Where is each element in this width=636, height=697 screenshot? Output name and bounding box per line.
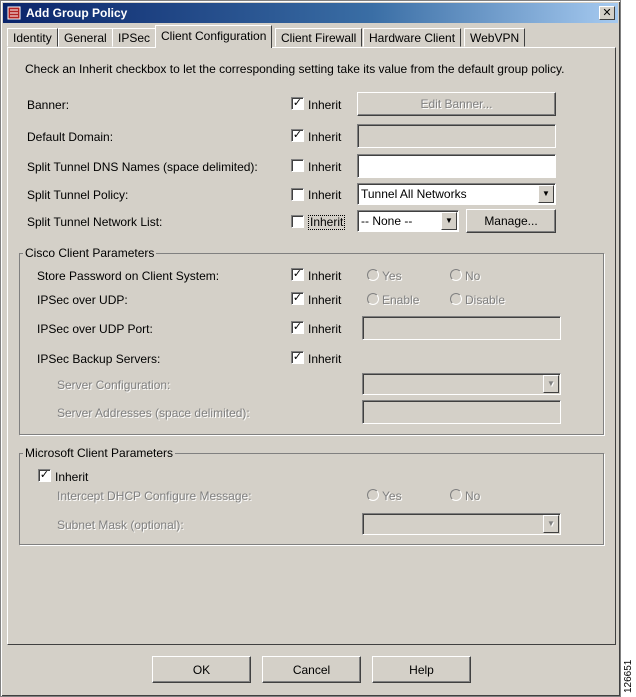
ipsec-udp-enable-label: Enable (382, 293, 420, 307)
check-icon: ✓ (292, 97, 303, 109)
chevron-down-icon[interactable]: ▼ (543, 515, 559, 533)
intercept-dhcp-yes-radio[interactable] (367, 489, 379, 501)
split-dns-inherit-label: Inherit (308, 160, 342, 174)
store-password-yes-label: Yes (382, 269, 402, 283)
tab-client-firewall[interactable]: Client Firewall (275, 28, 362, 47)
intercept-dhcp-yes-label: Yes (382, 489, 402, 503)
split-dns-label: Split Tunnel DNS Names (space delimited): (27, 160, 258, 174)
intercept-dhcp-label: Intercept DHCP Configure Message: (57, 489, 252, 503)
cancel-button[interactable]: Cancel (262, 656, 361, 683)
tab-hardware-client[interactable]: Hardware Client (363, 28, 461, 47)
server-configuration-dropdown[interactable] (362, 373, 561, 395)
split-list-dropdown[interactable] (357, 210, 459, 232)
banner-inherit-checkbox[interactable] (291, 97, 304, 110)
close-icon: ✕ (602, 7, 612, 19)
server-addresses-field[interactable] (362, 400, 561, 424)
store-password-no-label: No (465, 269, 481, 283)
figure-id: 126651 (623, 659, 634, 693)
ipsec-udp-port-inherit-label: Inherit (308, 322, 342, 336)
tab-webvpn[interactable]: WebVPN (464, 28, 525, 47)
check-icon: ✓ (292, 129, 303, 141)
tab-general[interactable]: General (58, 28, 113, 47)
banner-inherit-label: Inherit (308, 98, 342, 112)
ipsec-udp-port-field[interactable] (362, 316, 561, 340)
microsoft-group-title: Microsoft Client Parameters (25, 446, 174, 460)
split-list-inherit-checkbox[interactable] (291, 215, 304, 228)
ipsec-udp-port-inherit-checkbox[interactable] (291, 321, 304, 334)
default-domain-inherit-checkbox[interactable] (291, 129, 304, 142)
ipsec-udp-inherit-label: Inherit (308, 293, 342, 307)
ok-button[interactable]: OK (152, 656, 251, 683)
split-policy-inherit-label: Inherit (308, 188, 342, 202)
chevron-down-icon[interactable]: ▼ (538, 185, 554, 203)
tab-identity[interactable]: Identity (7, 28, 58, 47)
instructions-text: Check an Inherit checkbox to let the corresponding setting take its value from the default group policy. (25, 62, 565, 76)
ipsec-udp-enable-radio[interactable] (367, 293, 379, 305)
split-policy-label: Split Tunnel Policy: (27, 188, 129, 202)
app-icon (7, 6, 21, 20)
check-icon: ✓ (292, 292, 303, 304)
check-icon: ✓ (292, 321, 303, 333)
split-list-value: -- None -- (361, 214, 413, 228)
store-password-inherit-label: Inherit (308, 269, 342, 283)
split-policy-dropdown[interactable] (357, 183, 556, 205)
ipsec-udp-label: IPSec over UDP: (37, 293, 128, 307)
backup-servers-inherit-label: Inherit (308, 352, 342, 366)
server-addresses-label: Server Addresses (space delimited): (57, 406, 250, 420)
chevron-down-icon[interactable]: ▼ (441, 212, 457, 230)
title-bar[interactable] (3, 3, 618, 23)
default-domain-field[interactable] (357, 124, 556, 148)
default-domain-label: Default Domain: (27, 130, 114, 144)
window-title: Add Group Policy (26, 6, 128, 20)
split-dns-input[interactable] (357, 154, 556, 178)
check-icon: ✓ (292, 351, 303, 363)
check-icon: ✓ (39, 469, 50, 481)
split-policy-value: Tunnel All Networks (361, 187, 467, 201)
store-password-no-radio[interactable] (450, 269, 462, 281)
edit-banner-button[interactable]: Edit Banner... (357, 92, 556, 116)
backup-servers-label: IPSec Backup Servers: (37, 352, 161, 366)
subnet-mask-dropdown[interactable] (362, 513, 561, 535)
chevron-down-icon[interactable]: ▼ (543, 375, 559, 393)
store-password-inherit-checkbox[interactable] (291, 268, 304, 281)
ipsec-udp-port-label: IPSec over UDP Port: (37, 322, 153, 336)
server-configuration-label: Server Configuration: (57, 378, 171, 392)
split-policy-inherit-checkbox[interactable] (291, 188, 304, 201)
split-list-inherit-label: Inherit (310, 215, 344, 229)
ipsec-udp-disable-label: Disable (465, 293, 506, 307)
ipsec-udp-disable-radio[interactable] (450, 293, 462, 305)
split-list-label: Split Tunnel Network List: (27, 215, 163, 229)
microsoft-inherit-label: Inherit (55, 470, 89, 484)
backup-servers-inherit-checkbox[interactable] (291, 351, 304, 364)
microsoft-inherit-checkbox[interactable] (38, 469, 51, 482)
manage-button[interactable]: Manage... (466, 209, 556, 233)
store-password-label: Store Password on Client System: (37, 269, 220, 283)
store-password-yes-radio[interactable] (367, 269, 379, 281)
split-dns-inherit-checkbox[interactable] (291, 159, 304, 172)
default-domain-inherit-label: Inherit (308, 130, 342, 144)
tab-ipsec[interactable]: IPSec (112, 28, 156, 47)
tab-client-configuration[interactable]: Client Configuration (155, 25, 272, 48)
help-button[interactable]: Help (372, 656, 471, 683)
ipsec-udp-inherit-checkbox[interactable] (291, 292, 304, 305)
intercept-dhcp-no-radio[interactable] (450, 489, 462, 501)
banner-label: Banner: (27, 98, 70, 112)
check-icon: ✓ (292, 268, 303, 280)
subnet-mask-label: Subnet Mask (optional): (57, 518, 184, 532)
close-button[interactable] (599, 6, 615, 20)
intercept-dhcp-no-label: No (465, 489, 481, 503)
cisco-group-title: Cisco Client Parameters (25, 246, 155, 260)
